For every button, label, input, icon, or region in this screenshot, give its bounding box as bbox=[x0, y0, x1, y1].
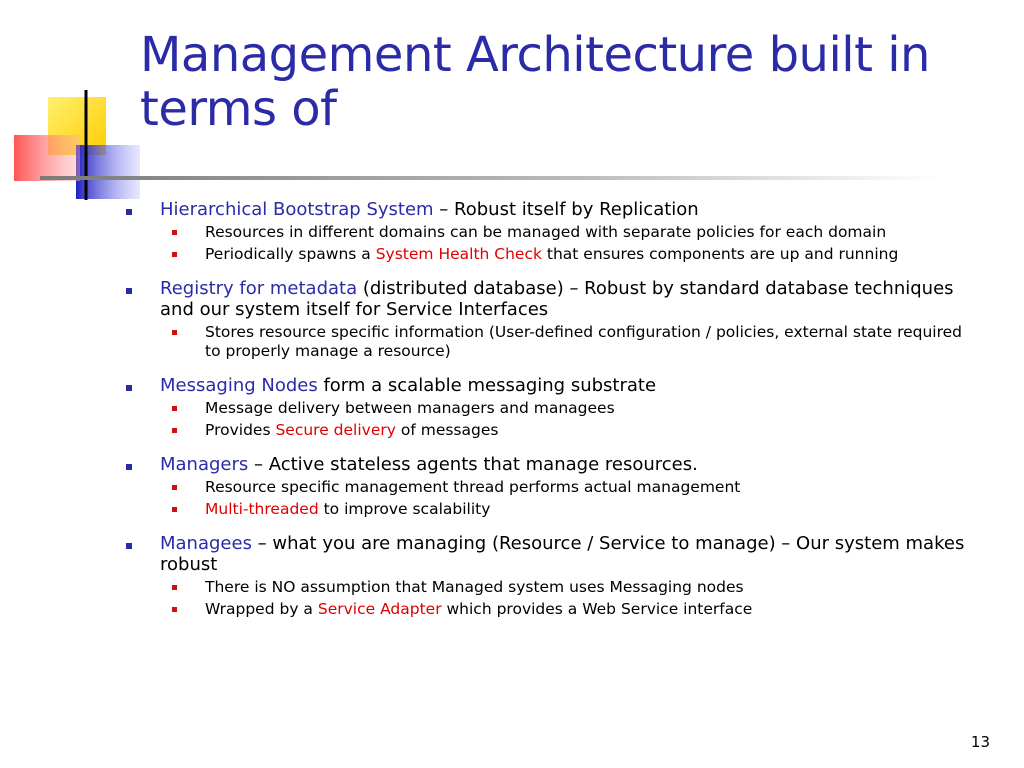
sub-bullet-icon bbox=[172, 607, 177, 612]
sub-list bbox=[160, 478, 980, 519]
slide-title: Management Architecture built in terms of bbox=[140, 27, 930, 137]
item-key: Messaging Nodes bbox=[160, 375, 318, 396]
sub-text: which provides a Web Service interface bbox=[441, 600, 753, 618]
sub-bullet-icon bbox=[172, 485, 177, 490]
sub-item bbox=[160, 223, 980, 242]
sub-text: Stores resource specific information (User-defined configuration / policies, external state required to properly manage a resource) bbox=[205, 323, 963, 360]
sub-text: Wrapped by a bbox=[205, 600, 318, 618]
sub-bullet-icon bbox=[172, 230, 177, 235]
item-key: Managees bbox=[160, 533, 252, 554]
item-text bbox=[160, 199, 980, 220]
sub-highlight: Secure delivery bbox=[275, 421, 396, 439]
sub-list bbox=[160, 223, 980, 264]
bullet-square-icon bbox=[126, 464, 132, 470]
sub-text: Message delivery between managers and managees bbox=[205, 399, 615, 417]
list-item bbox=[120, 199, 980, 264]
item-rest: – Robust itself by Replication bbox=[433, 199, 699, 220]
sub-bullet-icon bbox=[172, 507, 177, 512]
item-text bbox=[160, 375, 980, 396]
sub-item bbox=[160, 245, 980, 264]
page-number: 13 bbox=[970, 733, 990, 751]
sub-bullet-icon bbox=[172, 428, 177, 433]
corner-decoration bbox=[0, 0, 140, 215]
list-item bbox=[120, 533, 980, 619]
item-text bbox=[160, 278, 980, 320]
title-underline bbox=[40, 176, 940, 180]
sub-highlight: Multi-threaded bbox=[205, 500, 319, 518]
item-rest: form a scalable messaging substrate bbox=[317, 375, 657, 396]
sub-bullet-icon bbox=[172, 252, 177, 257]
sub-text: Periodically spawns a bbox=[205, 245, 376, 263]
item-rest: – what you are managing (Resource / Service to manage) – Our system makes robust bbox=[160, 533, 965, 575]
sub-item bbox=[160, 500, 980, 519]
bullet-square-icon bbox=[126, 209, 132, 215]
sub-text: There is NO assumption that Managed system uses Messaging nodes bbox=[205, 578, 744, 596]
sub-list bbox=[160, 578, 980, 619]
sub-text: that ensures components are up and running bbox=[541, 245, 899, 263]
item-text bbox=[160, 454, 980, 475]
sub-text: of messages bbox=[395, 421, 499, 439]
item-text bbox=[160, 533, 980, 575]
sub-item bbox=[160, 421, 980, 440]
sub-item bbox=[160, 399, 980, 418]
sub-text: Resources in different domains can be managed with separate policies for each domain bbox=[205, 223, 887, 241]
sub-list bbox=[160, 323, 980, 361]
sub-highlight: Service Adapter bbox=[317, 600, 442, 618]
red-square bbox=[14, 135, 80, 181]
sub-item bbox=[160, 578, 980, 597]
item-key: Registry for metadata bbox=[160, 278, 358, 299]
bullet-square-icon bbox=[126, 288, 132, 294]
list-item bbox=[120, 375, 980, 440]
sub-bullet-icon bbox=[172, 406, 177, 411]
bullet-list bbox=[120, 199, 980, 633]
sub-bullet-icon bbox=[172, 585, 177, 590]
item-rest: (distributed database) – Robust by standard database techniques and our system itself for Service Interfaces bbox=[160, 278, 954, 320]
item-key: Managers bbox=[160, 454, 249, 475]
sub-text: to improve scalability bbox=[318, 500, 491, 518]
item-key: Hierarchical Bootstrap System bbox=[160, 199, 434, 220]
list-item bbox=[120, 278, 980, 361]
sub-text: Resource specific management thread performs actual management bbox=[205, 478, 741, 496]
sub-item bbox=[160, 478, 980, 497]
sub-bullet-icon bbox=[172, 330, 177, 335]
sub-item bbox=[160, 323, 980, 361]
sub-highlight: System Health Check bbox=[375, 245, 542, 263]
sub-item bbox=[160, 600, 980, 619]
list-item bbox=[120, 454, 980, 519]
bullet-square-icon bbox=[126, 385, 132, 391]
sub-text: Provides bbox=[205, 421, 276, 439]
item-rest: – Active stateless agents that manage resources. bbox=[248, 454, 698, 475]
sub-list bbox=[160, 399, 980, 440]
bullet-square-icon bbox=[126, 543, 132, 549]
